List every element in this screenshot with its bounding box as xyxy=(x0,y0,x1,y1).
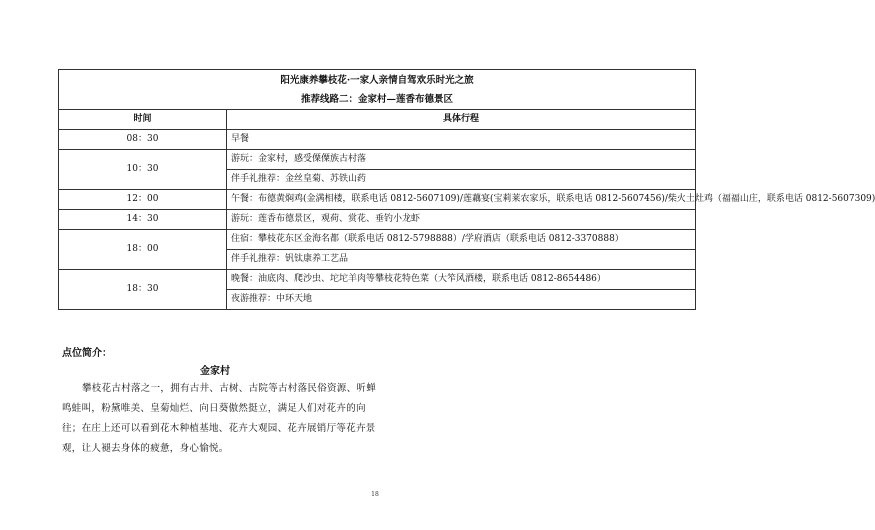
place-title: 金家村 xyxy=(200,366,230,377)
time-cell: 14：30 xyxy=(59,210,227,230)
schedule-cell: 伴手礼推荐：金丝皇菊、苏铁山药 xyxy=(227,170,696,190)
place-description: 攀枝花古村落之一，拥有古井、古树、古院等古村落民俗资源、听蝉鸣蛙叫，粉黛唯美、皇菊灿烂、向日葵傲然挺立，满足人们对花卉的向往；在庄上还可以看到花木种植基地、花卉大观园、花卉展销厅等花卉景观，让人褪去身体的疲惫，身心愉悦。 xyxy=(62,383,377,454)
schedule-cell: 晚餐：油底肉、爬沙虫、坨坨羊肉等攀枝花特色菜（大笮风酒楼，联系电话 0812-8654486） xyxy=(227,270,696,290)
column-header-row xyxy=(59,110,696,130)
schedule-cell: 午餐：布德黄焖鸡(金满相楼，联系电话 0812-5607109)/莲藕宴(宝莉莱农家乐，联系电话 0812-5607456)/柴火土灶鸡（福福山庄，联系电话 0812-5607309) xyxy=(227,190,696,210)
table-row xyxy=(59,210,696,230)
trip-title: 阳光康养攀枝花·一家人亲情自驾欢乐时光之旅 xyxy=(280,75,474,86)
table-title-cell xyxy=(59,70,696,110)
schedule-cell: 早餐 xyxy=(227,130,696,150)
table-row xyxy=(59,130,696,150)
route-title: 推荐线路二：金家村—莲香布德景区 xyxy=(300,94,453,105)
schedule-column-header: 具体行程 xyxy=(227,110,696,130)
time-cell: 10：30 xyxy=(59,150,227,190)
time-cell: 08：30 xyxy=(59,130,227,150)
table-row xyxy=(59,270,696,290)
schedule-cell: 游玩：金家村，感受傈僳族古村落 xyxy=(227,150,696,170)
table-row xyxy=(59,190,696,210)
schedule-cell: 游玩：莲香布德景区，观荷、赏花、垂钓小龙虾 xyxy=(227,210,696,230)
table-row xyxy=(59,150,696,170)
table-header-row xyxy=(59,70,696,110)
time-column-header: 时间 xyxy=(59,110,227,130)
page-number: 18 xyxy=(371,491,379,498)
itinerary-table xyxy=(58,69,875,310)
time-cell: 18：30 xyxy=(59,270,227,310)
schedule-cell: 住宿：攀枝花东区金海名都（联系电话 0812-5798888）/学府酒店（联系电话 0812-3370888） xyxy=(227,230,696,250)
time-cell: 18：00 xyxy=(59,230,227,270)
schedule-cell: 夜游推荐：中环天地 xyxy=(227,290,696,310)
time-cell: 12：00 xyxy=(59,190,227,210)
schedule-cell: 伴手礼推荐：钒钛康养工艺品 xyxy=(227,250,696,270)
intro-section-label: 点位简介： xyxy=(62,348,112,359)
table-row xyxy=(59,230,696,250)
